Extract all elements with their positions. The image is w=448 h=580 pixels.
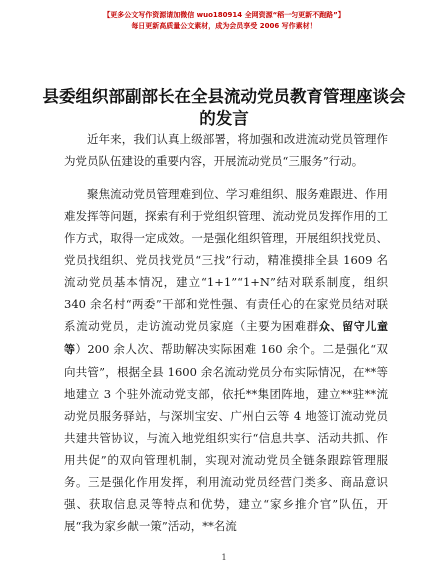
document-body [64,128,388,537]
paragraph-2-bold-text: 众、留守儿童等 [64,320,389,356]
promo-banner [0,10,448,32]
paragraph-1: 近年来，我们认真上级部署，将加强和改进流动党员管理作为党员队伍建设的重要内容，开展流动党员“三服务”行动。 [64,132,388,168]
paragraph-2-part-a: 聚焦流动党员管理难到位、学习难组织、服务难跟进、作用难发挥等问题，探索有利于党组织管理、流动党员发挥作用的工作方式，取得一定成效。一是强化组织管理，开展组织找党员、党员找组织、党员找党员“三找”行动，精准摸排全县 1609 名流动党员基本情况，建立“1+1”“1+N”结对联系制度，组织 340 余名村“两委”干部和党性强、有责任心的在家党员结对联系流动党员，走访流动党员家庭（主要为困难群 [64,187,388,333]
paragraph-2 [64,183,388,537]
banner-line-1: 【更多公文写作资源请加微信 wuo180914 全网资源“稻一匀更新不跑路”】 [103,11,345,19]
banner-line-2: 每日更新高质量公文素材，成为会员享受 2006 写作素材！ [131,22,317,30]
document-title: 县委组织部副部长在全县流动党员教育管理座谈会的发言 [42,87,406,128]
page-number: 1 [221,553,227,562]
paragraph-2-part-b: ）200 余人次、帮助解决实际困难 160 余个。二是强化“双向共管”，根据全县 1600 余名流动党员分布实际情况，在**等地建立 3 个驻外流动党支部，依托**集团阵地，建立**驻**流动党员服务驿站，与深圳宝安、广州白云等 4 地签订流动党员共建共管协议，与流入地党组织实行“信息共享、活动共抓、作用共促”的双向管理机制，实现对流动党员全链条跟踪管理服务。三是强化作用发挥，利用流动党员经营门类多、商品意识强、获取信息灵等特点和优势，建立“家乡推介官”队伍，开展“我为家乡献一策”活动，**名流 [64,342,389,533]
